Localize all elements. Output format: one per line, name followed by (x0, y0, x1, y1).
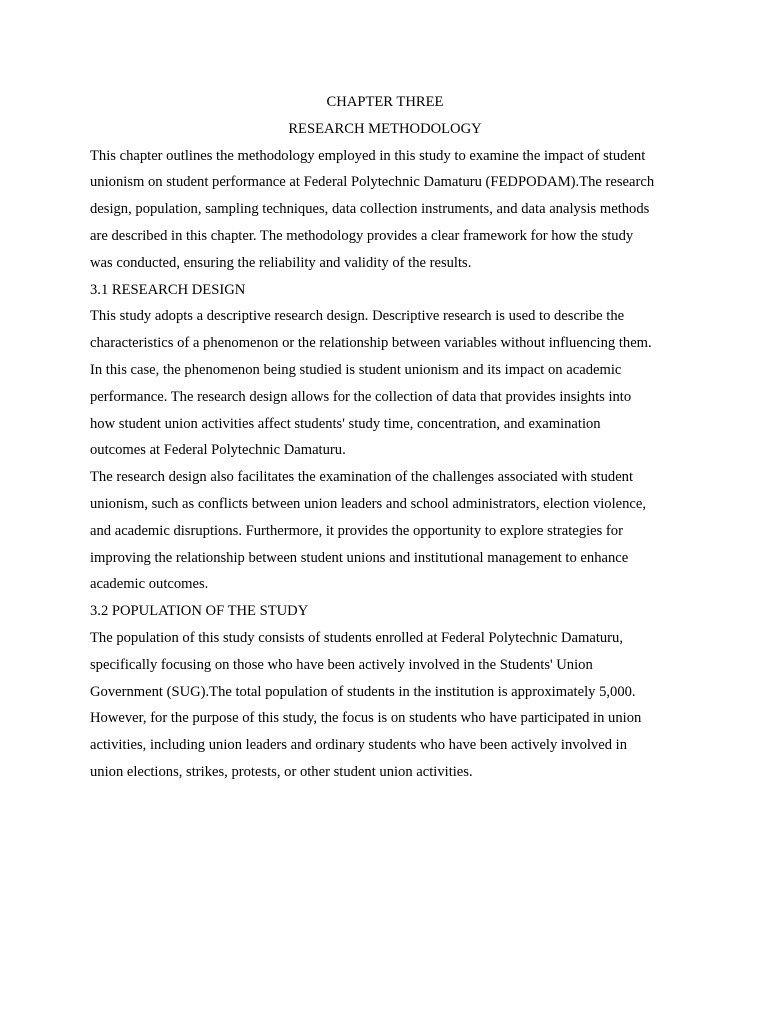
text-line: unionism, such as conflicts between union leaders and school administrators, election violence, (90, 495, 647, 512)
text-line: unionism on student performance at Federal Polytechnic Damaturu (FEDPODAM).The research (90, 174, 655, 191)
text-line: characteristics of a phenomenon or the relationship between variables without influencing them. (90, 335, 652, 352)
text-line: The population of this study consists of students enrolled at Federal Polytechnic Damaturu, (90, 629, 623, 646)
text-line: and academic disruptions. Furthermore, it provides the opportunity to explore strategies for (90, 522, 623, 539)
text-line: how student union activities affect students' study time, concentration, and examination (90, 415, 601, 432)
text-line: specifically focusing on those who have been actively involved in the Students' Union (90, 656, 593, 673)
text-line: was conducted, ensuring the reliability and validity of the results. (90, 254, 472, 271)
text-line: improving the relationship between student unions and institutional management to enhance (90, 549, 629, 566)
section-heading-research-design: 3.1 RESEARCH DESIGN (90, 281, 246, 298)
research-design-paragraph-2 (90, 464, 680, 598)
text-line: This chapter outlines the methodology employed in this study to examine the impact of student (90, 147, 646, 164)
text-line: academic outcomes. (90, 576, 209, 593)
chapter-title: CHAPTER THREE (326, 94, 444, 110)
chapter-subtitle: RESEARCH METHODOLOGY (288, 120, 482, 137)
document-page (90, 89, 680, 786)
text-line: However, for the purpose of this study, the focus is on students who have participated in union (90, 710, 642, 727)
research-design-paragraph-1 (90, 303, 680, 464)
text-line: are described in this chapter. The methodology provides a clear framework for how the study (90, 227, 634, 244)
text-line: activities, including union leaders and ordinary students who have been actively involved in (90, 737, 627, 754)
population-paragraph (90, 625, 680, 786)
text-line: union elections, strikes, protests, or other student union activities. (90, 763, 473, 780)
intro-paragraph (90, 143, 680, 277)
text-line: The research design also facilitates the examination of the challenges associated with student (90, 469, 634, 486)
text-line: design, population, sampling techniques, data collection instruments, and data analysis methods (90, 201, 650, 218)
text-line: outcomes at Federal Polytechnic Damaturu. (90, 442, 346, 459)
section-heading-population: 3.2 POPULATION OF THE STUDY (90, 603, 309, 620)
text-line: In this case, the phenomenon being studied is student unionism and its impact on academic (90, 361, 622, 378)
text-line: Government (SUG).The total population of students in the institution is approximately 5,000. (90, 683, 636, 700)
text-line: This study adopts a descriptive research design. Descriptive research is used to describe the (90, 308, 625, 325)
text-line: performance. The research design allows for the collection of data that provides insights into (90, 388, 632, 405)
